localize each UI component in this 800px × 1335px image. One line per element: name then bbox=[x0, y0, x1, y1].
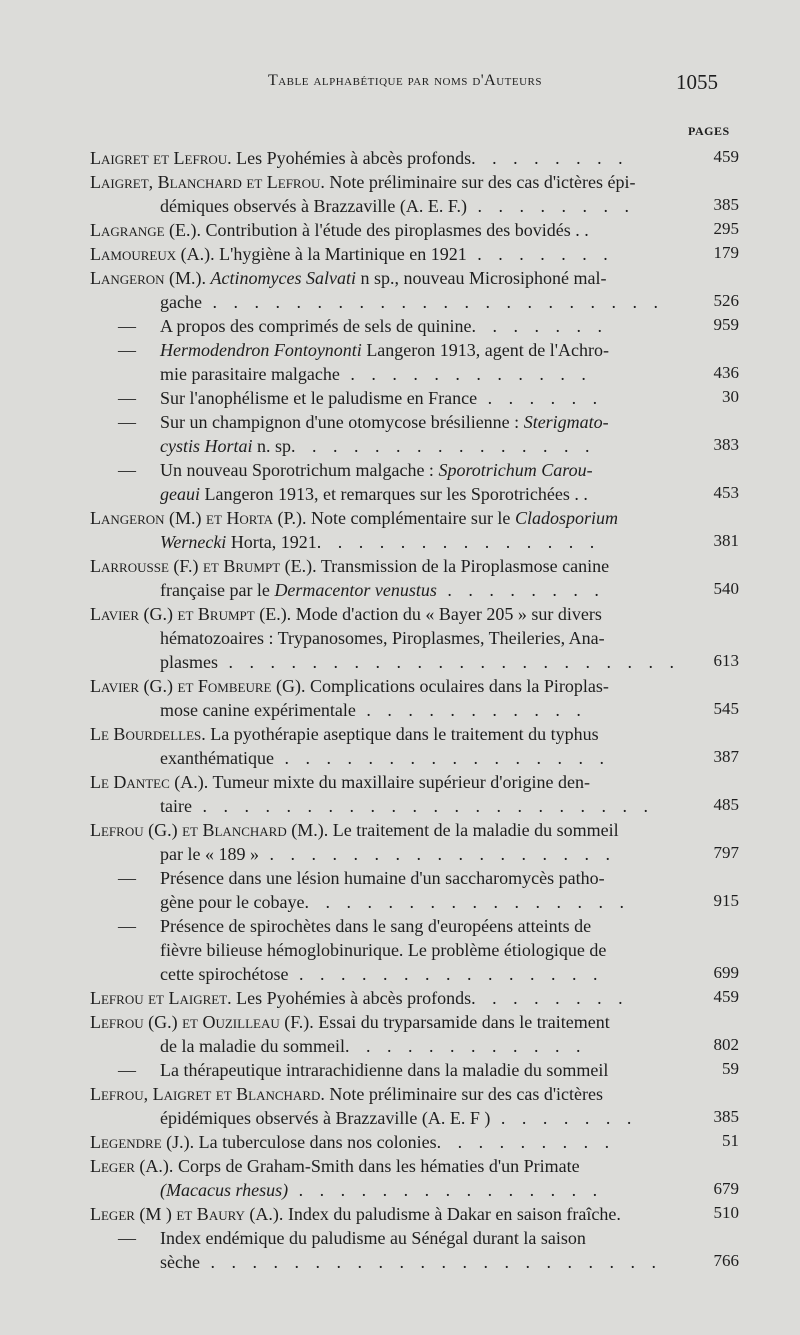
entry-title: épidémiques observés à Brazzaville (A. E. F ) . . . . . . . bbox=[160, 1108, 638, 1128]
page-reference: 385 bbox=[713, 1107, 739, 1126]
page-reference: 436 bbox=[713, 363, 739, 382]
subentry-dash: — bbox=[118, 1060, 136, 1080]
entry-title: Sur un champignon d'une otomycose brésilienne : Sterigmato- bbox=[160, 412, 609, 432]
index-entry bbox=[90, 146, 739, 170]
entry-title: Présence de spirochètes dans le sang d'européens atteints de bbox=[160, 916, 592, 936]
subentry-dash: — bbox=[118, 460, 136, 480]
entry-title: Essai du tryparsamide dans le traitement bbox=[318, 1012, 610, 1032]
index-subentry bbox=[90, 914, 739, 986]
index-subentry bbox=[90, 1058, 739, 1082]
entry-line bbox=[90, 1154, 655, 1178]
dot-leaders: . . . . . . . . . . . . . . . bbox=[288, 964, 604, 984]
page-reference: 383 bbox=[713, 435, 739, 454]
index-entry bbox=[90, 674, 739, 722]
entry-line bbox=[90, 362, 655, 386]
entry-line bbox=[90, 986, 655, 1010]
entry-line bbox=[90, 1250, 662, 1274]
index-entry bbox=[90, 1082, 739, 1130]
subentry-dash: — bbox=[118, 916, 136, 936]
entry-title: cystis Hortai n. sp. . . . . . . . . . . . . . . bbox=[160, 436, 596, 456]
entry-line bbox=[90, 554, 655, 578]
index-subentry bbox=[90, 386, 739, 410]
index-subentry bbox=[90, 866, 739, 914]
dot-leaders: . . . . . . . . . bbox=[436, 1132, 616, 1152]
dot-leaders: . . . . . . . . . . . . bbox=[339, 364, 592, 384]
page-reference: 545 bbox=[713, 699, 739, 718]
entry-authors: Laigret et Lefrou. bbox=[90, 148, 232, 168]
entry-line bbox=[90, 866, 655, 890]
entry-title: sèche . . . . . . . . . . . . . . . . . . . . . . bbox=[160, 1252, 662, 1272]
entry-line bbox=[90, 338, 655, 362]
page-reference: 459 bbox=[713, 987, 739, 1006]
entry-line bbox=[90, 1202, 655, 1226]
entry-line bbox=[90, 938, 655, 962]
entry-line bbox=[90, 1130, 655, 1154]
dot-leaders: . . . . . . . . . . . . . . . . . . . . . . bbox=[218, 652, 680, 672]
entry-title: (Macacus rhesus) . . . . . . . . . . . . . . . bbox=[160, 1180, 604, 1200]
entry-title: Corps de Graham-Smith dans les hématies d'un Primate bbox=[177, 1156, 580, 1176]
entry-line bbox=[90, 722, 655, 746]
dot-leaders: . . . . . . . . . . . . . . . . . . . . . . bbox=[201, 292, 664, 312]
entry-line bbox=[90, 842, 655, 866]
page-reference: 385 bbox=[713, 195, 739, 214]
index-subentry bbox=[90, 458, 739, 506]
entry-title: Actinomyces Salvati n sp., nouveau Microsiphoné mal- bbox=[210, 268, 607, 288]
entry-authors: Lefrou (G.) et Ouzilleau (F.). bbox=[90, 1012, 314, 1032]
subentry-dash: — bbox=[118, 388, 136, 408]
entry-title: Note préliminaire sur des cas d'ictères bbox=[329, 1084, 604, 1104]
page-reference: 766 bbox=[713, 1251, 739, 1270]
dot-leaders: . . . . . . . . bbox=[436, 580, 605, 600]
entry-title: française par le Dermacentor venustus . . . . . . . . bbox=[160, 580, 605, 600]
entry-authors: Larrousse (F.) et Brumpt (E.). bbox=[90, 556, 317, 576]
entry-line bbox=[90, 1082, 655, 1106]
entry-authors: Le Dantec (A.). bbox=[90, 772, 209, 792]
entry-title: hématozoaires : Trypanosomes, Piroplasmes, Theileries, Ana- bbox=[160, 628, 605, 648]
pages-column-label: PAGES bbox=[688, 124, 730, 138]
dot-leaders: . . . . . . . . bbox=[471, 148, 629, 168]
entry-line bbox=[90, 818, 655, 842]
entry-authors: Lavier (G.) et Brumpt (E.). bbox=[90, 604, 292, 624]
entry-title: exanthématique . . . . . . . . . . . . . . . . bbox=[160, 748, 610, 768]
running-head: Table alphabétique par noms d'Auteurs bbox=[267, 72, 543, 89]
entry-line bbox=[90, 506, 655, 530]
entry-line bbox=[90, 314, 655, 338]
entry-title: Le traitement de la maladie du sommeil bbox=[332, 820, 619, 840]
entry-title: Wernecki Horta, 1921. . . . . . . . . . . . . . bbox=[160, 532, 601, 552]
entry-line bbox=[90, 890, 655, 914]
entry-line bbox=[90, 458, 655, 482]
entry-title: plasmes . . . . . . . . . . . . . . . . . . . . . . bbox=[160, 652, 680, 672]
page-reference: 459 bbox=[713, 147, 739, 166]
entry-line bbox=[90, 218, 655, 242]
index-subentry bbox=[90, 314, 739, 338]
entry-line bbox=[90, 530, 655, 554]
entry-title: Mode d'action du « Bayer 205 » sur divers bbox=[295, 604, 602, 624]
dot-leaders: . . . . . . . bbox=[471, 316, 608, 336]
entry-line bbox=[90, 146, 655, 170]
entry-authors: Langeron (M.) et Horta (P.). bbox=[90, 508, 307, 528]
index-entry bbox=[90, 1130, 739, 1154]
entry-line bbox=[90, 914, 655, 938]
entry-title: Un nouveau Sporotrichum malgache : Sporotrichum Carou- bbox=[160, 460, 593, 480]
entry-title: Note complémentaire sur le Cladosporium bbox=[311, 508, 618, 528]
page-reference: 699 bbox=[713, 963, 739, 982]
entry-authors: Legendre (J.). bbox=[90, 1132, 195, 1152]
entry-title: mose canine expérimentale . . . . . . . . . . . bbox=[160, 700, 587, 720]
entry-line bbox=[90, 1106, 655, 1130]
dot-leaders: . . . . . . . . . . . . . . . . bbox=[304, 892, 630, 912]
page-reference: 959 bbox=[713, 315, 739, 334]
index-entry bbox=[90, 602, 739, 674]
subentry-dash: — bbox=[118, 1228, 136, 1248]
dot-leaders: . . . . . . . . . . . . bbox=[344, 1036, 587, 1056]
entry-title: gache . . . . . . . . . . . . . . . . . . . . . . bbox=[160, 292, 664, 312]
page-reference: 453 bbox=[713, 483, 739, 502]
dot-leaders: . . . . . . . . . . . . . . . bbox=[291, 436, 596, 456]
index-entry bbox=[90, 506, 739, 554]
entry-authors: Langeron (M.). bbox=[90, 268, 207, 288]
page-reference: 485 bbox=[713, 795, 739, 814]
index-entry bbox=[90, 218, 739, 242]
entry-title: La pyothérapie aseptique dans le traitement du typhus bbox=[210, 724, 599, 744]
entry-line bbox=[90, 266, 655, 290]
entry-line bbox=[90, 170, 655, 194]
entry-title: Transmission de la Piroplasmose canine bbox=[320, 556, 610, 576]
entry-title: taire . . . . . . . . . . . . . . . . . . . . . . bbox=[160, 796, 654, 816]
index-entry bbox=[90, 266, 739, 314]
entry-line bbox=[90, 698, 655, 722]
index-entry bbox=[90, 818, 739, 866]
entry-line bbox=[90, 746, 655, 770]
entry-authors: Leger (A.). bbox=[90, 1156, 174, 1176]
index-entry bbox=[90, 170, 739, 218]
page-reference: 295 bbox=[713, 219, 739, 238]
dot-leaders: . . . . . . . . bbox=[466, 196, 635, 216]
index-entry bbox=[90, 242, 739, 266]
index-subentry bbox=[90, 1226, 739, 1274]
page-reference: 387 bbox=[713, 747, 739, 766]
page-reference: 797 bbox=[713, 843, 739, 862]
page-reference: 510 bbox=[713, 1203, 739, 1222]
entry-title: Tumeur mixte du maxillaire supérieur d'origine den- bbox=[212, 772, 590, 792]
entry-line bbox=[90, 794, 655, 818]
entry-line bbox=[90, 578, 655, 602]
page-reference: 381 bbox=[713, 531, 739, 550]
page-reference: 802 bbox=[713, 1035, 739, 1054]
dot-leaders: . . . . . . . . . . . . . . bbox=[316, 532, 601, 552]
entry-title: Les Pyohémies à abcès profonds. . . . . . . . bbox=[236, 988, 629, 1008]
dot-leaders: . . . . . . bbox=[477, 388, 604, 408]
index-subentry bbox=[90, 338, 739, 386]
entry-line bbox=[90, 1034, 655, 1058]
entry-line bbox=[90, 242, 655, 266]
entry-title: cette spirochétose . . . . . . . . . . . . . . . bbox=[160, 964, 604, 984]
page-reference: 51 bbox=[722, 1131, 739, 1150]
entry-line bbox=[90, 386, 655, 410]
entry-authors: Lagrange (E.). bbox=[90, 220, 202, 240]
index-entry bbox=[90, 1202, 739, 1226]
page-reference: 59 bbox=[722, 1059, 739, 1078]
entry-title: La tuberculose dans nos colonies. . . . . . . . . bbox=[198, 1132, 616, 1152]
page-reference: 540 bbox=[713, 579, 739, 598]
entry-title: par le « 189 » . . . . . . . . . . . . . . . . . bbox=[160, 844, 616, 864]
dot-leaders: . . . . . . . . . . . bbox=[355, 700, 587, 720]
page-reference: 613 bbox=[713, 651, 739, 670]
entry-line bbox=[90, 290, 664, 314]
entry-line bbox=[90, 1010, 655, 1034]
entry-line bbox=[90, 674, 655, 698]
dot-leaders: . . . . . . . . . . . . . . . bbox=[288, 1180, 604, 1200]
index-entry bbox=[90, 1010, 739, 1058]
index-subentry bbox=[90, 410, 739, 458]
entry-line bbox=[90, 770, 655, 794]
index-entry bbox=[90, 1154, 739, 1202]
entry-line bbox=[90, 434, 655, 458]
entry-line bbox=[90, 602, 655, 626]
page-reference: 526 bbox=[713, 291, 739, 310]
index-entry bbox=[90, 554, 739, 602]
entry-title: La thérapeutique intrarachidienne dans la maladie du sommeil bbox=[160, 1060, 609, 1080]
entry-title: Index endémique du paludisme au Sénégal durant la saison bbox=[160, 1228, 586, 1248]
entry-authors: Leger (M ) et Baury (A.). bbox=[90, 1204, 284, 1224]
dot-leaders: . . . . . . . . . . . . . . . . . . . . . . bbox=[191, 796, 654, 816]
entry-title: démiques observés à Brazzaville (A. E. F.) . . . . . . . . bbox=[160, 196, 635, 216]
entry-line bbox=[90, 194, 655, 218]
dot-leaders: . . . . . . . . . . . . . . . . . bbox=[258, 844, 616, 864]
entry-authors: Le Bourdelles. bbox=[90, 724, 206, 744]
entry-title: mie parasitaire malgache . . . . . . . . . . . . bbox=[160, 364, 592, 384]
entry-line bbox=[90, 650, 680, 674]
entry-line bbox=[90, 962, 655, 986]
entry-line bbox=[90, 1226, 655, 1250]
entry-authors: Lefrou et Laigret. bbox=[90, 988, 232, 1008]
entry-line bbox=[90, 482, 655, 506]
author-index bbox=[0, 146, 800, 1274]
entry-title: Sur l'anophélisme et le paludisme en France . . . . . . bbox=[160, 388, 604, 408]
subentry-dash: — bbox=[118, 412, 136, 432]
entry-authors: Laigret, Blanchard et Lefrou. bbox=[90, 172, 325, 192]
index-entry bbox=[90, 986, 739, 1010]
entry-title: fièvre bilieuse hémoglobinurique. Le problème étiologique de bbox=[160, 940, 607, 960]
entry-title: geaui Langeron 1913, et remarques sur les Sporotrichées . . bbox=[160, 484, 588, 504]
entry-line bbox=[90, 1178, 655, 1202]
dot-leaders: . . . . . . . bbox=[490, 1108, 638, 1128]
subentry-dash: — bbox=[118, 340, 136, 360]
entry-authors: Lavier (G.) et Fombeure (G). bbox=[90, 676, 306, 696]
entry-title: A propos des comprimés de sels de quinine. . . . . . . bbox=[160, 316, 608, 336]
dot-leaders: . . . . . . . . . . . . . . . . bbox=[273, 748, 610, 768]
entry-title: Présence dans une lésion humaine d'un saccharomycès patho- bbox=[160, 868, 605, 888]
subentry-dash: — bbox=[118, 316, 136, 336]
page-reference: 915 bbox=[713, 891, 739, 910]
entry-authors: Lamoureux (A.). bbox=[90, 244, 215, 264]
entry-line bbox=[90, 626, 655, 650]
index-entry bbox=[90, 722, 739, 770]
entry-title: L'hygiène à la Martinique en 1921 . . . . . . . bbox=[219, 244, 614, 264]
entry-line bbox=[90, 1058, 655, 1082]
dot-leaders: . . . . . . . . . . . . . . . . . . . . . . bbox=[199, 1252, 662, 1272]
entry-title: Hermodendron Fontoynonti Langeron 1913, agent de l'Achro- bbox=[160, 340, 609, 360]
entry-title: gène pour le cobaye. . . . . . . . . . . . . . . . bbox=[160, 892, 630, 912]
page-reference: 30 bbox=[722, 387, 739, 406]
entry-title: de la maladie du sommeil. . . . . . . . . . . . bbox=[160, 1036, 587, 1056]
page-number: 1055 bbox=[676, 70, 718, 94]
entry-authors: Lefrou (G.) et Blanchard (M.). bbox=[90, 820, 329, 840]
subentry-dash: — bbox=[118, 868, 136, 888]
entry-line bbox=[90, 410, 655, 434]
dot-leaders: . . . . . . . . bbox=[471, 988, 629, 1008]
index-entry bbox=[90, 770, 739, 818]
entry-title: Contribution à l'étude des piroplasmes des bovidés . . bbox=[205, 220, 589, 240]
entry-title: Index du paludisme à Dakar en saison fraîche. bbox=[287, 1204, 621, 1224]
entry-title: Complications oculaires dans la Piroplas- bbox=[309, 676, 609, 696]
page-reference: 679 bbox=[713, 1179, 739, 1198]
dot-leaders: . . . . . . . bbox=[466, 244, 614, 264]
entry-title: Note préliminaire sur des cas d'ictères épi- bbox=[329, 172, 636, 192]
entry-authors: Lefrou, Laigret et Blanchard. bbox=[90, 1084, 325, 1104]
entry-title: Les Pyohémies à abcès profonds. . . . . . . . bbox=[236, 148, 629, 168]
page-reference: 179 bbox=[713, 243, 739, 262]
